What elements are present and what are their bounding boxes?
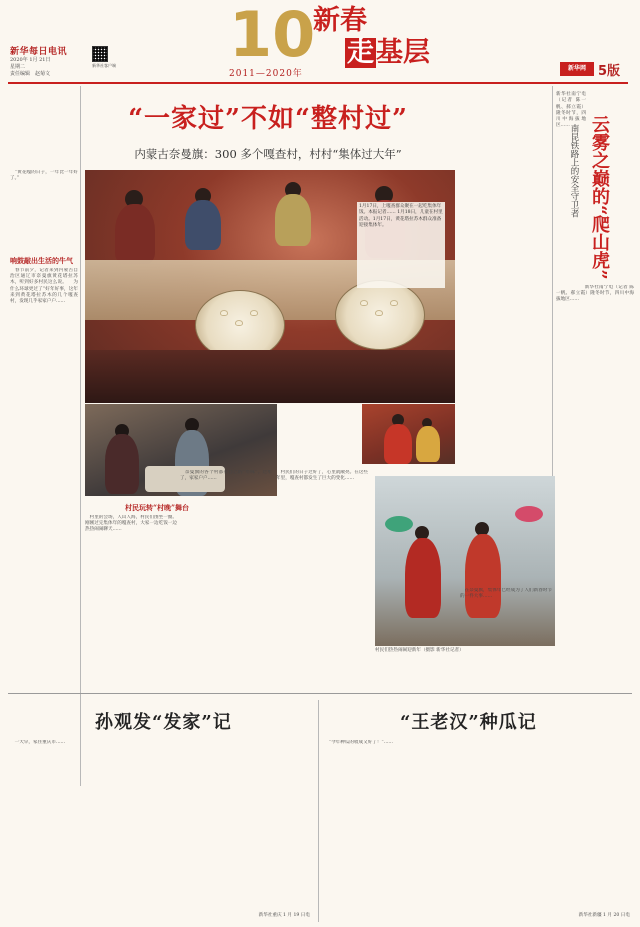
article-col1: 春节前夕，记者来到内蒙古自治区通辽市奈曼旗黄花塔拉苏木，听到好多村民这么说。 为什么环球更过了“好年好事，这年来到黄花塔拉苏木的几个嘎查村，发现几乎家家户户…… (10, 268, 78, 305)
masthead-left (10, 44, 90, 78)
side-story-text-top: 新华社南宁电（记者 陈一帆、郝立霞）隆冬时节，四川中海拔地区…… (556, 86, 586, 129)
campaign-jiceng: 基层 (376, 37, 430, 68)
photo-right-caption: 村民们热热闹闹迎新年（摄影 新华社记者） (375, 648, 464, 653)
main-headline: “一家过”不如“整村过” (128, 104, 408, 134)
masthead-rule (8, 82, 628, 84)
anniversary-number: 10 (229, 0, 316, 71)
anniversary-years: 2011—2020年 (229, 69, 303, 79)
bottom-right-title: “王老汉”种瓜记 (400, 712, 537, 733)
client-label: 新华社客户端 (92, 63, 116, 68)
section-head-1: 响鼓敲出生活的牛气 (10, 256, 73, 265)
side-story-title: 云雾之巅的“爬山虎” (589, 115, 610, 280)
campaign-zou-jiceng (345, 38, 430, 68)
photo-performance (362, 404, 455, 464)
bottom-left-title: 孙观发“发家”记 (95, 712, 232, 733)
anniversary-banner (229, 0, 316, 79)
col-divider-1 (80, 86, 81, 786)
photo-main-caption: 1月17日，上嘎查群众聚在一起吃集体年饭。本报记者…… 1月18日，儿童在村里活动。1月17日，黄花塔拉苏木群众准备迎接集体年。 (357, 202, 445, 288)
campaign-xinchun: 新春 (313, 5, 367, 36)
xinhuanet-logo: 新华网 (560, 62, 594, 76)
paper-name: 新华每日电讯 (10, 47, 68, 57)
page-editor: 责任编辑 赵菊文 (10, 71, 51, 77)
bottom-divider (8, 693, 632, 694)
campaign-zou: 走 (347, 37, 374, 68)
article-col4: 村民们的日子过好了，心里就敞亮。在这些年里，嘎查村都发生了巨大的变化…… (276, 470, 368, 482)
bottom-center-divider (318, 700, 319, 922)
bottom-right-text: “今年种瓜的收成又好了！”…… (324, 740, 394, 745)
bottom-left-text: 一大早，家住重庆市…… (10, 740, 66, 745)
article-col3: 奈曼旗的各个村都有自己的“年味”。过年了，家家户户…… (180, 470, 272, 482)
issue-date: 2020年 1月 21日 (10, 57, 51, 63)
section-head-2: 村民玩转“村晚”舞台 (125, 503, 190, 512)
article-col2: 村里的会场，人山人海，村民们围坐一圈。刚刚过完集体年的嘎查村，大家一边吃饭一边热热闹闹聊天…… (85, 515, 177, 533)
bottom-right-byline: 新华社新疆 1 月 20 日电 (578, 913, 630, 918)
main-photo (85, 170, 455, 403)
side-story-text: 新华社南宁电（记者 陈一帆、郝立霞）隆冬时节，四川中海拔地区…… (556, 285, 634, 303)
bottom-left-byline: 新华社重庆 1 月 19 日电 (258, 913, 310, 918)
qr-code (92, 46, 132, 69)
article-col5: 在奈曼旗，集体年已经成为了人们新春时节的一件大事…… (460, 588, 552, 600)
article-lead: “黄花嘎的日子，一年比一年好了。” (10, 170, 78, 182)
issue-weekday: 星期二 (10, 64, 26, 70)
main-subheadline: 内蒙古奈曼旗：300 多个嘎查村，村村“集体过大年” (134, 147, 402, 161)
page-number: 5版 (598, 64, 621, 79)
side-story-subtitle: 南昆铁路上的安全守卫者 (569, 124, 579, 218)
